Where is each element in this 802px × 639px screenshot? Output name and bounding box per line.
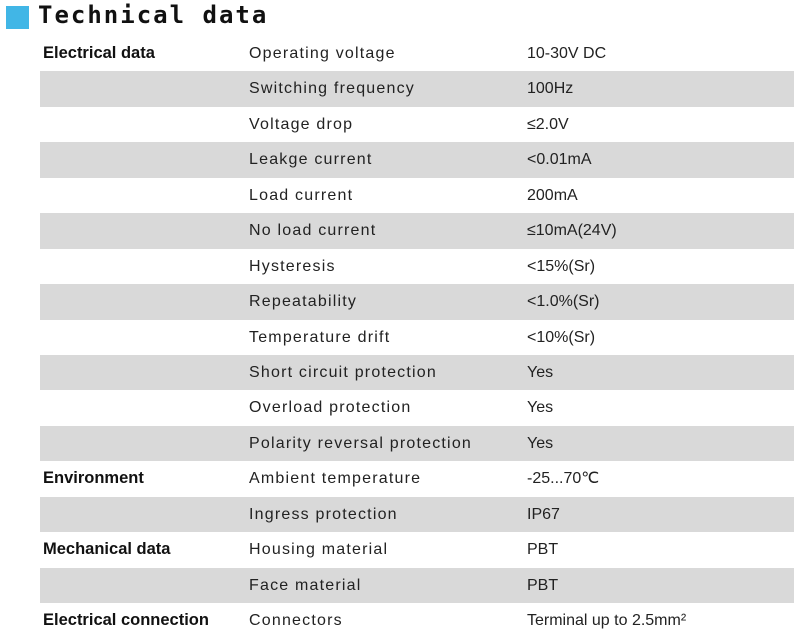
parameter-value: PBT [527,541,559,559]
parameter-name: Face material [249,576,362,594]
parameter-value: 10-30V DC [527,45,607,62]
accent-square-icon [6,6,29,29]
parameter-value: <0.01mA [527,151,592,169]
parameter-name: Polarity reversal protection [249,434,473,452]
table-row [40,568,794,603]
table-row [40,178,794,213]
parameter-value: ≤10mA(24V) [527,222,617,240]
parameter-name: Hysteresis [249,257,336,275]
parameter-value: Yes [527,399,554,417]
section-label: Electrical data [43,44,155,62]
table-row [40,603,794,638]
table-row [40,497,794,532]
table-row [40,426,794,461]
parameter-name: Overload protection [249,399,412,417]
parameter-value: 200mA [527,186,578,204]
table-row [40,213,794,248]
parameter-value: -25...70℃ [527,470,600,488]
table-row [40,355,794,390]
parameter-name: Leakge current [249,151,373,169]
table-row [40,461,794,496]
parameter-value: <15%(Sr) [527,257,596,275]
table-row [40,320,794,355]
table-row [40,107,794,142]
page-header [0,0,802,34]
parameter-name: Operating voltage [249,45,396,62]
parameter-name: Connectors [249,612,343,629]
table-row [40,284,794,319]
parameter-value: ≤2.0V [527,115,569,133]
section-label: Electrical connection [43,611,209,629]
table-row [40,532,794,567]
parameter-name: Repeatability [249,293,358,311]
parameter-value: Yes [527,363,554,381]
parameter-name: Housing material [249,541,389,559]
parameter-name: Load current [249,186,354,204]
parameter-name: Ambient temperature [249,470,422,488]
parameter-value: <10%(Sr) [527,328,596,346]
table-row [40,71,794,106]
parameter-value: PBT [527,576,559,594]
parameter-value: 100Hz [527,80,574,98]
section-label: Environment [43,469,144,488]
page-title: Technical data [38,1,269,29]
section-label: Mechanical data [43,540,171,559]
parameter-name: Short circuit protection [249,363,437,381]
parameter-value: Yes [527,434,554,452]
technical-data-table [40,36,794,638]
parameter-name: Temperature drift [249,328,391,346]
parameter-value: IP67 [527,505,560,523]
parameter-name: Voltage drop [249,115,354,133]
table-row [40,249,794,284]
table-row [40,142,794,177]
parameter-name: Switching frequency [249,80,415,98]
table-row [40,36,794,71]
parameter-value: Terminal up to 2.5mm² [527,612,687,629]
parameter-value: <1.0%(Sr) [527,293,600,311]
parameter-name: Ingress protection [249,505,398,523]
parameter-name: No load current [249,222,377,240]
table-row [40,390,794,425]
